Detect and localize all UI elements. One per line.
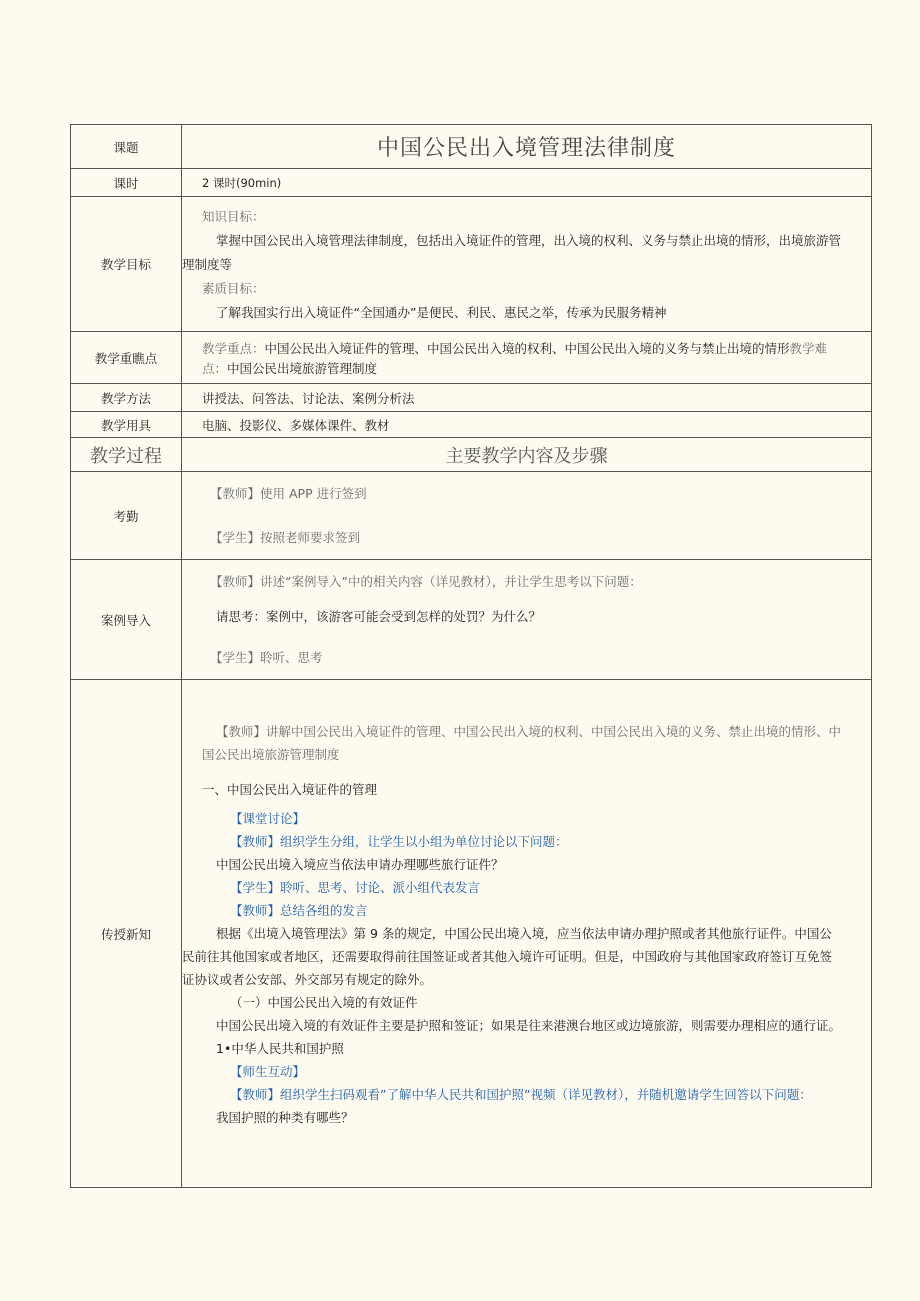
attendance-content <box>182 472 872 560</box>
discussion-teacher: 【教师】组织学生分组，让学生以小组为单位讨论以下问题： <box>230 834 568 849</box>
topic-label: 课题 <box>71 125 182 169</box>
new-knowledge-intro-2: 国公民出境旅游管理制度 <box>202 747 340 762</box>
goal-row <box>71 197 872 332</box>
new-knowledge-label: 传授新知 <box>71 680 182 1188</box>
new-knowledge-content <box>182 680 872 1188</box>
hours-value: 2 课时(90min) <box>182 169 872 197</box>
process-label: 教学过程 <box>71 438 182 472</box>
key-point-title: 教学重点： <box>202 340 265 356</box>
lesson-plan-table <box>70 124 872 1188</box>
knowledge-goal-title: 知识目标： <box>202 209 265 224</box>
section-heading-1: 一、中国公民出入境证件的管理 <box>202 782 378 797</box>
attendance-teacher: 【教师】使用 APP 进行签到 <box>210 485 367 501</box>
goal-label: 教学目标 <box>71 197 182 332</box>
focus-row <box>71 332 872 384</box>
goal-content <box>182 197 872 332</box>
law-text-1: 根据《出境入境管理法》第 9 条的规定，中国公民出境入境，应当依法申请办理护照或者其他旅行证件。中国公 <box>216 926 832 941</box>
difficult-point-title-a: 教学难 <box>789 340 828 356</box>
focus-label: 教学重瞧点 <box>71 332 182 384</box>
attendance-student: 【学生】按照老师要求签到 <box>210 529 361 545</box>
law-text-3: 证协议或者公安部、外交部另有规定的除外。 <box>182 972 433 987</box>
case-student: 【学生】聆听、思考 <box>210 650 323 665</box>
attendance-row <box>71 472 872 560</box>
tools-value: 电脑、投影仪、多媒体课件、教材 <box>182 412 872 438</box>
attendance-label: 考勤 <box>71 472 182 560</box>
case-content <box>182 560 872 680</box>
quality-goal-text: 了解我国实行出入境证件“全国通办”是便民、利民、惠民之举，传承为民服务精神 <box>216 305 667 320</box>
process-value: 主要教学内容及步骤 <box>182 438 872 472</box>
topic-row <box>71 125 872 169</box>
focus-content <box>182 332 872 384</box>
valid-documents-text: 中国公民出境入境的有效证件主要是护照和签证；如果是往来港澳台地区或边境旅游，则需要办理相应的通行证。 <box>216 1018 842 1033</box>
new-knowledge-row <box>71 680 872 1188</box>
case-question: 请思考：案例中，该游客可能会受到怎样的处罚？为什么？ <box>216 609 542 624</box>
subsection-heading-1: （一）中国公民出入境的有效证件 <box>230 995 418 1010</box>
interaction-question: 我国护照的种类有哪些？ <box>216 1110 354 1125</box>
method-value: 讲授法、问答法、讨论法、案例分析法 <box>182 384 872 412</box>
discussion-student: 【学生】聆听、思考、讨论、派小组代表发言 <box>230 880 481 895</box>
method-label: 教学方法 <box>71 384 182 412</box>
method-row <box>71 384 872 412</box>
tools-label: 教学用具 <box>71 412 182 438</box>
summary-teacher: 【教师】总结各组的发言 <box>230 903 368 918</box>
process-header-row <box>71 438 872 472</box>
hours-label: 课时 <box>71 169 182 197</box>
interaction-teacher: 【教师】组织学生扫码观看”了解中华人民共和国护照”视频（详见教材），并随机邀请学生回答以下问题： <box>230 1087 812 1102</box>
new-knowledge-intro-1: 【教师】讲解中国公民出入境证件的管理、中国公民出入境的权利、中国公民出入境的义务、禁止出境的情形、中 <box>216 724 842 739</box>
knowledge-goal-text-1: 掌握中国公民出入境管理法律制度，包括出入境证件的管理，出入境的权利、义务与禁止出境的情形，出境旅游管 <box>216 233 842 248</box>
law-text-2: 民前往其他国家或者地区，还需要取得前往国签证或者其他入境许可证明。但是，中国政府与其他国家政府签订互免签 <box>182 949 833 964</box>
interaction-tag: 【师生互动】 <box>230 1064 306 1079</box>
item-passport: 1•中华人民共和国护照 <box>216 1041 344 1056</box>
topic-value: 中国公民出入境管理法律制度 <box>182 125 872 169</box>
quality-goal-title: 素质目标： <box>202 281 265 296</box>
case-teacher: 【教师】讲述“案例导入”中的相关内容（详见教材），并让学生思考以下问题： <box>210 574 642 589</box>
knowledge-goal-text-2: 理制度等 <box>182 257 233 272</box>
difficult-point-title-b: 点： <box>202 360 228 376</box>
case-label: 案例导入 <box>71 560 182 680</box>
case-row <box>71 560 872 680</box>
discussion-tag: 【课堂讨论】 <box>230 811 306 826</box>
hours-row <box>71 169 872 197</box>
key-point-text: 中国公民出入境证件的管理、中国公民出入境的权利、中国公民出入境的义务与禁止出境的情形 <box>264 340 790 356</box>
discussion-question: 中国公民出境入境应当依法申请办理哪些旅行证件？ <box>216 857 504 872</box>
difficult-point-text: 中国公民出境旅游管理制度 <box>227 360 378 376</box>
tools-row <box>71 412 872 438</box>
